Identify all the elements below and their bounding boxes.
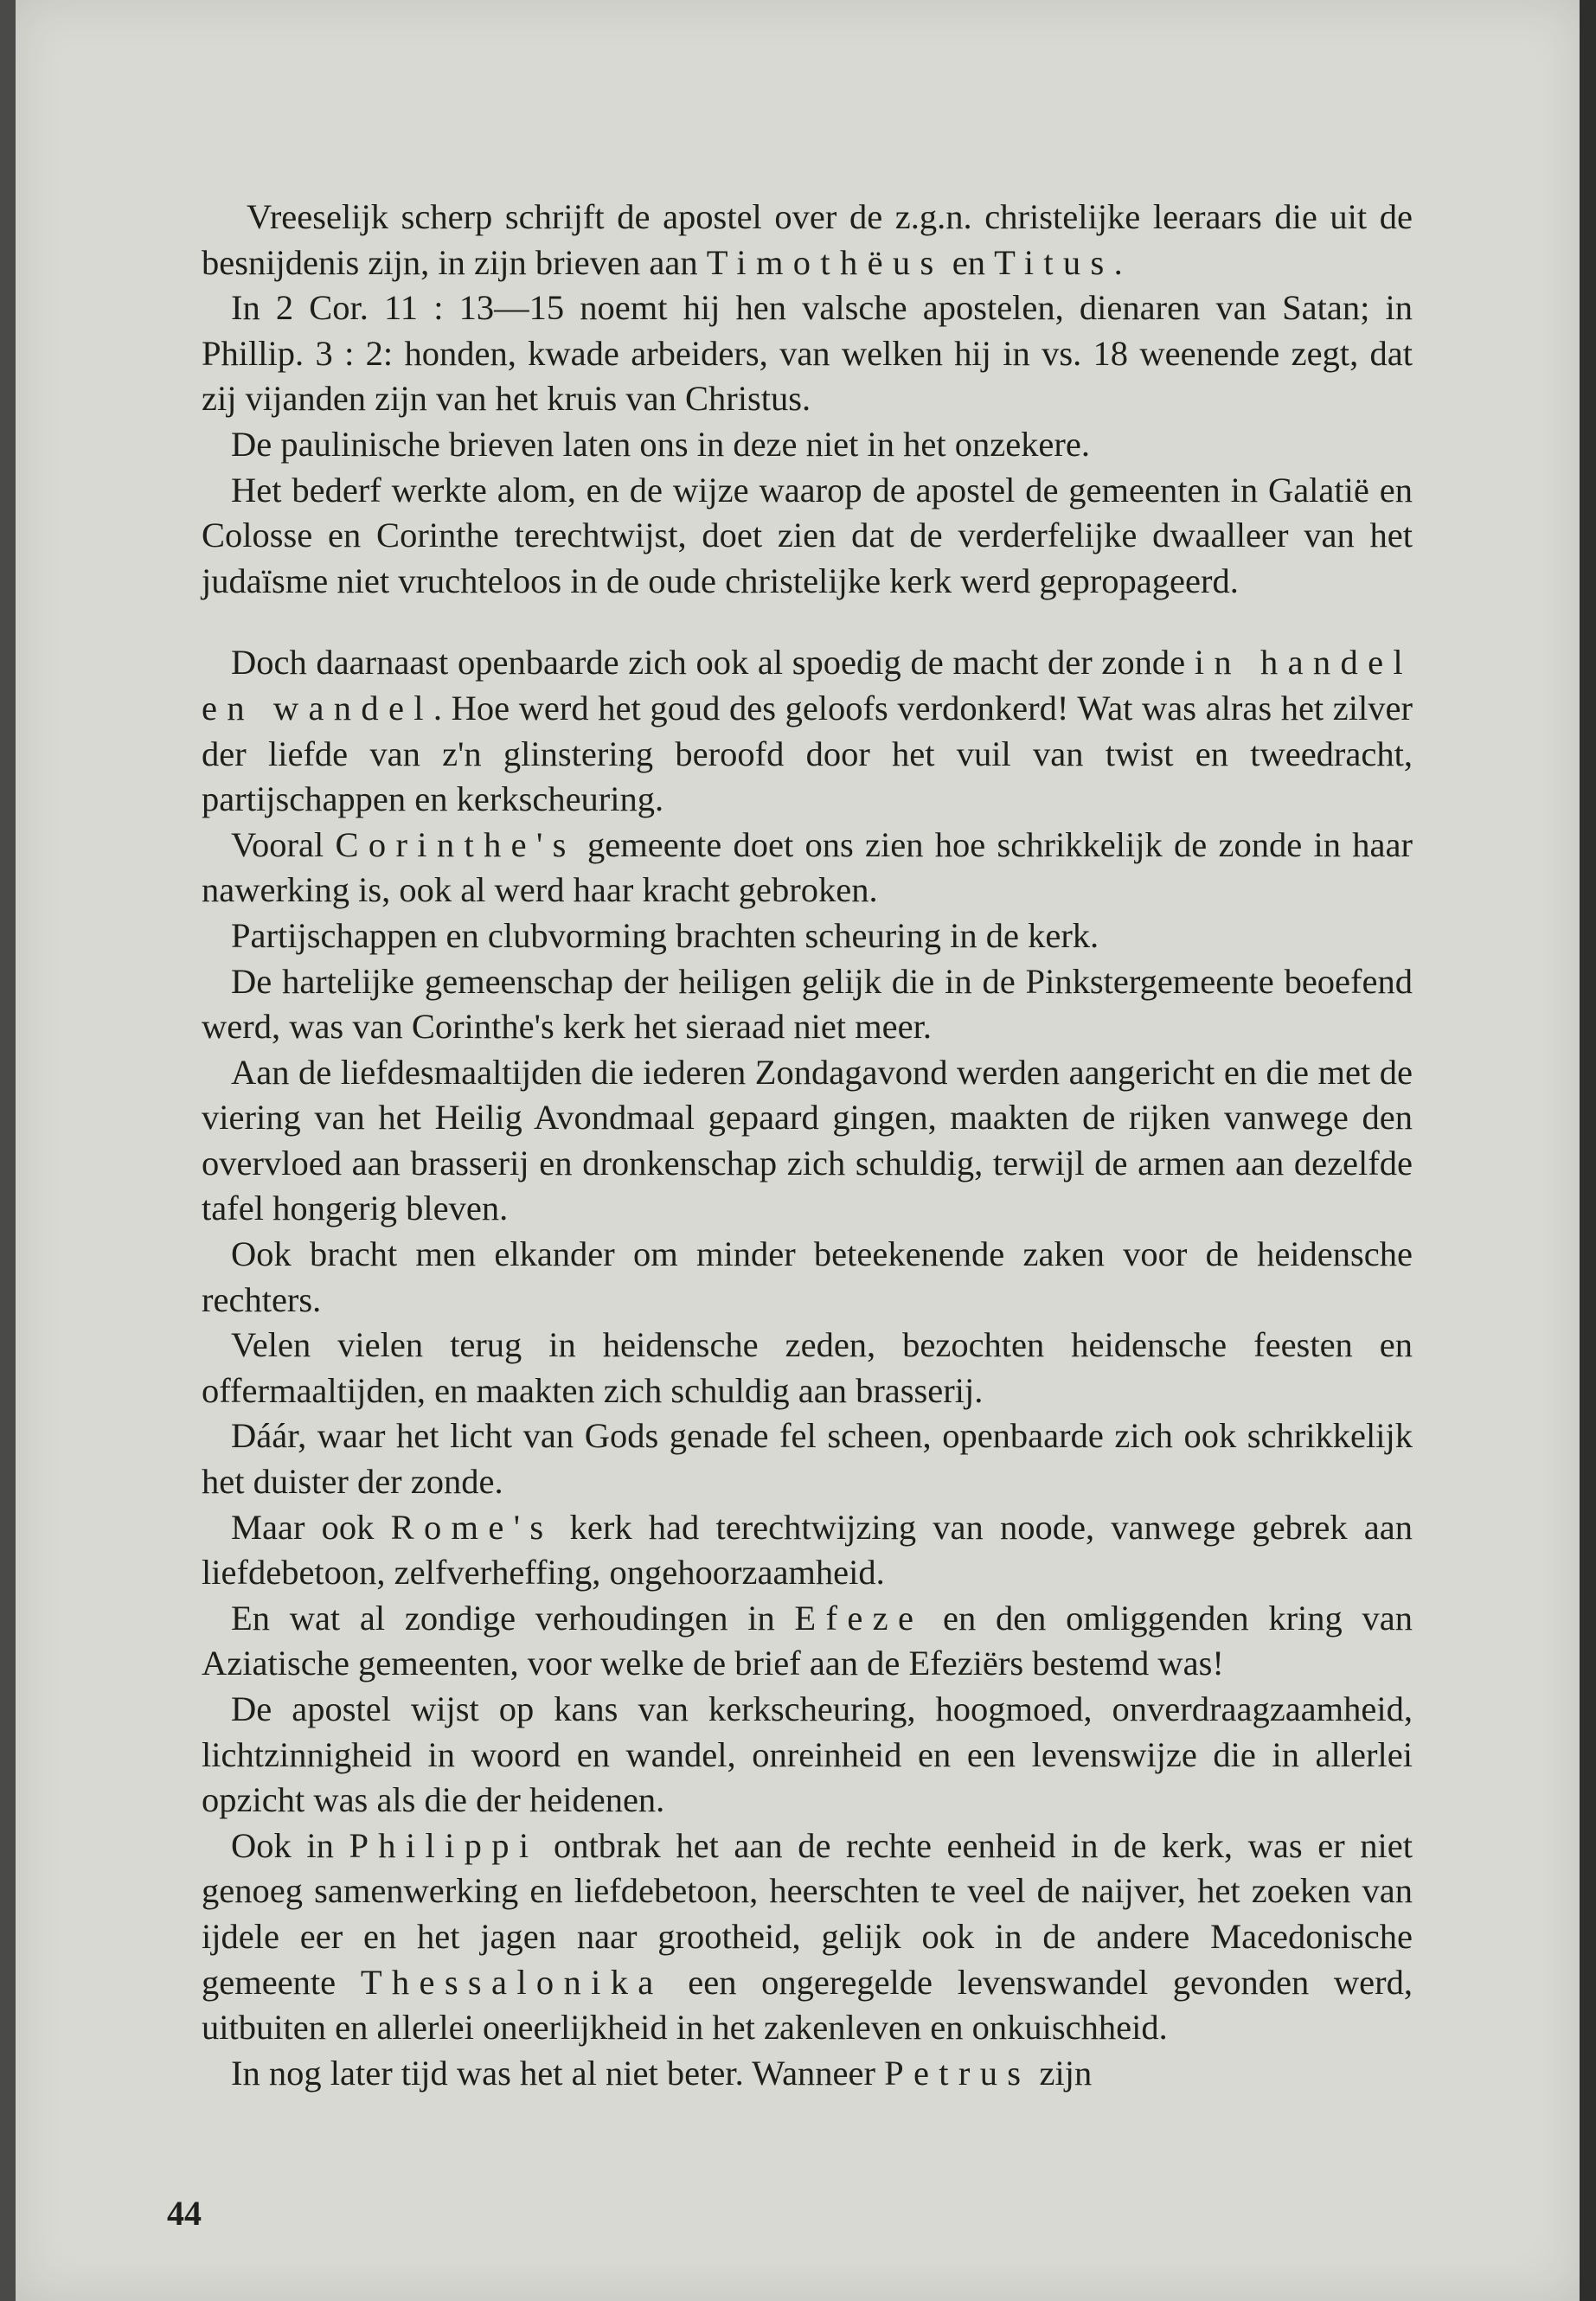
paragraph-17: In nog later tijd was het al niet beter. Wanneer Petrus zijn: [231, 2053, 1093, 2093]
paragraph-7: Partijschappen en clubvorming brachten scheuring in de kerk.: [231, 915, 1099, 955]
spaced-name-corinthe: Corinthe's: [335, 824, 576, 864]
spaced-name-philippi: Philippi: [349, 1825, 539, 1865]
paragraph-14: En wat al zondige verhoudingen in Efeze en den omliggenden kring van Aziatische gemeenten, voor welke de brief aan de Efeziërs bestemd was!: [202, 1598, 1413, 1683]
paragraph-10: Ook bracht men elkander om minder beteekenende zaken voor de heidensche rechters.: [202, 1234, 1413, 1319]
spaced-name-thessalonika: Thessalonika: [360, 1962, 663, 2002]
paragraph-11: Velen vielen terug in heidensche zeden, bezochten heidensche feesten en offermaaltijden, en maakten zich schuldig aan brasserij.: [202, 1325, 1413, 1410]
paragraph-15: De apostel wijst op kans van kerkscheuring, hoogmoed, onverdraagzaamheid, lichtzinnigheid in woord en wandel, onreinheid en een levenswijze die in allerlei opzicht was als die der heidenen.: [202, 1689, 1413, 1820]
book-page: [16, 0, 1581, 2301]
paragraph-5: Doch daarnaast openbaarde zich ook al spoedig de macht der zonde in handel en wandel. Hoe werd het goud des geloofs verdonkerd! Wat was alras het zilver der liefde van z'n glinstering beroofd door het vuil van twist en tweedracht, partijschappen en kerkscheuring.: [202, 643, 1413, 819]
paragraph-3: De paulinische brieven laten ons in deze niet in het onzekere.: [231, 424, 1090, 464]
spaced-phrase-handel-wandel: in handel en wandel: [202, 643, 1413, 727]
paragraph-8: De hartelijke gemeenschap der heiligen gelijk die in de Pinkstergemeente beoefend werd, was van Corinthe's kerk het sieraad niet meer.: [202, 961, 1413, 1047]
paragraph-9: Aan de liefdesmaaltijden die iederen Zondagavond werden aangericht en die met de viering van het Heilig Avondmaal gepaard gingen, maakten de rijken vanwege den overvloed aan brasserij en dronkenschap zich schuldig, terwijl de armen aan dezelfde tafel hongerig bleven.: [202, 1052, 1413, 1228]
spaced-name-rome: Rome's: [390, 1507, 554, 1547]
spaced-name-petrus: Petrus: [884, 2053, 1031, 2093]
scan-right-margin: [1580, 0, 1596, 2301]
spaced-name-timotheus: Timothëus: [706, 242, 944, 282]
paragraph-2: In 2 Cor. 11 : 13—15 noemt hij hen valsche apostelen, dienaren van Satan; in Phillip. 3 : 2: honden, kwade arbeiders, van welken hij in vs. 18 weenende zegt, dat zij vijanden zijn van het kruis van Christus.: [202, 288, 1413, 419]
spaced-name-efeze: Efeze: [794, 1598, 924, 1638]
paragraph-1: Vreeselijk scherp schrijft de apostel over de z.g.n. christelijke leeraars die uit de besnijdenis zijn, in zijn brieven aan Timothëus en Titus.: [202, 197, 1413, 282]
spaced-name-titus: Titus: [994, 242, 1114, 282]
body-text: [202, 195, 1413, 2096]
paragraph-12: Dáár, waar het licht van Gods genade fel scheen, openbaarde zich ook schrikkelijk het duister der zonde.: [202, 1416, 1413, 1502]
paragraph-13: Maar ook Rome's kerk had terechtwijzing van noode, vanwege gebrek aan liefdebetoon, zelfverheffing, ongehoorzaamheid.: [202, 1507, 1413, 1593]
scan-left-margin: [0, 0, 16, 2301]
paragraph-4: Het bederf werkte alom, en de wijze waarop de apostel de gemeenten in Galatië en Colosse en Corinthe terechtwijst, doet zien dat de verderfelijke dwaalleer van het judaïsme niet vruchteloos in de oude christelijke kerk werd gepropageerd.: [202, 470, 1413, 600]
paragraph-16: Ook in Philippi ontbrak het aan de rechte eenheid in de kerk, was er niet genoeg samenwerking en liefdebetoon, heerschten te veel de naijver, het zoeken van ijdele eer en het jagen naar grootheid, gelijk ook in de andere Macedonische gemeente Thessalonika een ongeregelde levenswandel gevonden werd, uitbuiten en allerlei oneerlijkheid in het zakenleven en onkuischheid.: [202, 1825, 1413, 2048]
page-number: 44: [167, 2194, 202, 2233]
paragraph-6: Vooral Corinthe's gemeente doet ons zien hoe schrikkelijk de zonde in haar nawerking is, ook al werd haar kracht gebroken.: [202, 824, 1413, 910]
